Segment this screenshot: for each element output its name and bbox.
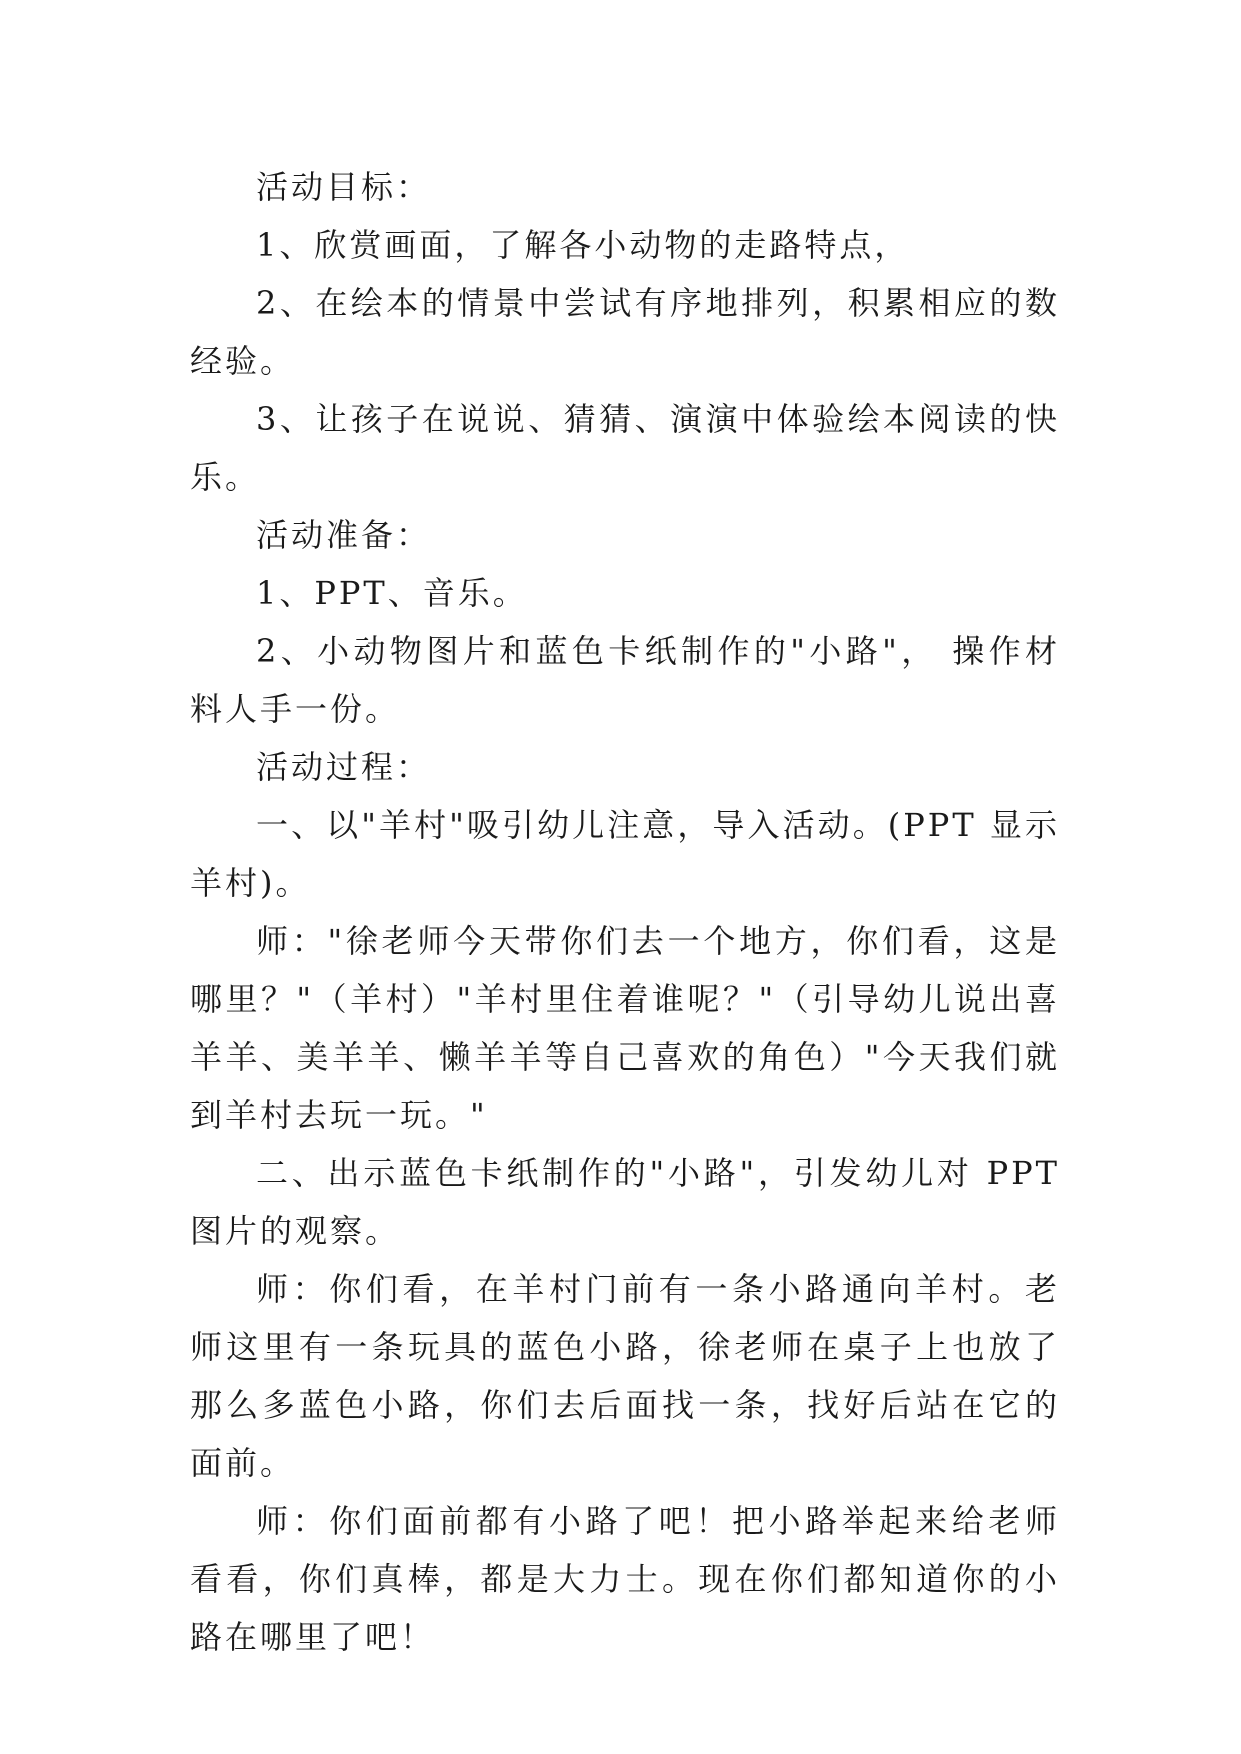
- preparation-item-1: 1、PPT、音乐。: [256, 574, 528, 612]
- document-body: [190, 158, 1060, 1666]
- teacher-dialogue-3: 师：你们面前都有小路了吧！把小路举起来给老师看看，你们真棒，都是大力士。现在你们都知道你的小路在哪里了吧！: [190, 1502, 1060, 1656]
- heading-activity-process: 活动过程：: [256, 748, 432, 786]
- heading-activity-preparation: 活动准备：: [256, 516, 432, 554]
- goal-item-2: 2、在绘本的情景中尝试有序地排列，积累相应的数经验。: [190, 284, 1060, 380]
- teacher-dialogue-2: 师：你们看，在羊村门前有一条小路通向羊村。老师这里有一条玩具的蓝色小路，徐老师在桌子上也放了那么多蓝色小路，你们去后面找一条，找好后站在它的面前。: [190, 1270, 1060, 1482]
- preparation-item-2: 2、小动物图片和蓝色卡纸制作的"小路"， 操作材料人手一份。: [190, 632, 1060, 728]
- process-step-2: 二、出示蓝色卡纸制作的"小路"，引发幼儿对 PPT 图片的观察。: [190, 1154, 1060, 1250]
- teacher-dialogue-1: 师："徐老师今天带你们去一个地方，你们看，这是哪里？"（羊村）"羊村里住着谁呢？"（引导幼儿说出喜羊羊、美羊羊、懒羊羊等自己喜欢的角色）"今天我们就到羊村去玩一玩。": [190, 922, 1060, 1134]
- goal-item-1: 1、欣赏画面，了解各小动物的走路特点，: [256, 226, 910, 264]
- process-step-1: 一、以"羊村"吸引幼儿注意，导入活动。(PPT 显示羊村)。: [190, 806, 1060, 902]
- heading-activity-goals: 活动目标：: [256, 168, 432, 206]
- goal-item-3: 3、让孩子在说说、猜猜、演演中体验绘本阅读的快乐。: [190, 400, 1060, 496]
